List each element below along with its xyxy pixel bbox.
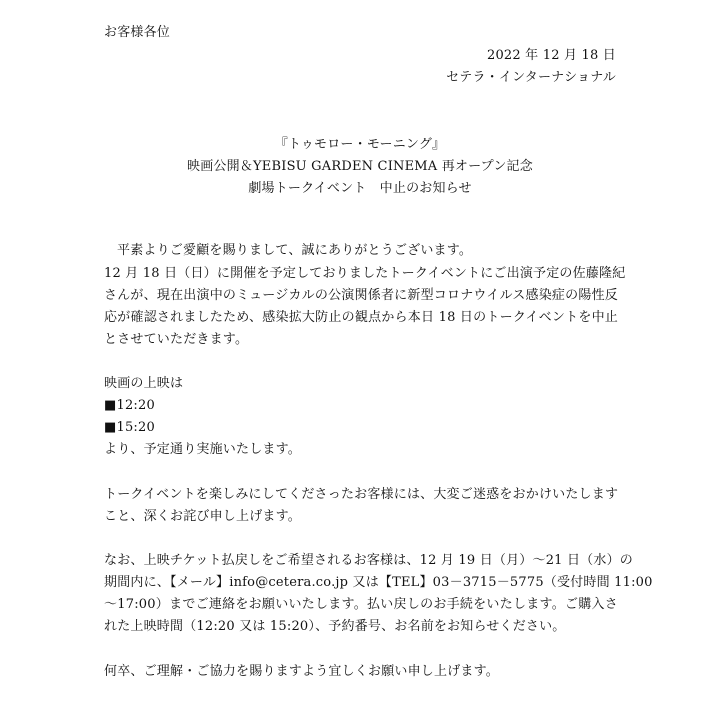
issue-date: 2022 年 12 月 18 日: [486, 48, 616, 63]
screening-time-2: ■15:20: [104, 420, 155, 435]
refund-line: れた上映時間（12:20 又は 15:20）、予約番号、お名前をお知らせください。: [104, 619, 566, 634]
paragraph-line: さんが、現在出演中のミュージカルの公演関係者に新型コロナウイルス感染症の陽性反: [104, 288, 618, 303]
greeting-line: 平素よりご愛顧を賜りまして、誠にありがとうございます。: [117, 243, 473, 258]
screening-note: より、予定通り実施いたします。: [104, 442, 301, 457]
paragraph-line: 応が確認されましたため、感染拡大防止の観点から本日 18 日のトークイベントを中止: [104, 310, 618, 325]
screening-time-1: ■12:20: [104, 398, 155, 413]
refund-line: なお、上映チケット払戻しをご希望されるお客様は、12 月 19 日（月）～21 日（水）の: [104, 553, 633, 568]
closing-line: 何卒、ご理解・ご協力を賜りますよう宜しくお願い申し上げます。: [104, 664, 499, 679]
apology-line: こと、深くお詫び申し上げます。: [104, 509, 301, 524]
addressee: お客様各位: [104, 25, 171, 40]
title-line-1: 『トゥモロー・モーニング』: [274, 137, 446, 152]
sender-name: セテラ・インターナショナル: [446, 70, 616, 85]
refund-line: ～17:00）までご連絡をお願いいたします。払い戻しのお手続をいたします。ご購入さ: [104, 597, 618, 612]
screening-heading: 映画の上映は: [104, 376, 184, 391]
apology-line: トークイベントを楽しみにしてくださったお客様には、大変ご迷惑をおかけいたします: [104, 487, 619, 502]
refund-line: 期間内に、【メール】info@cetera.co.jp 又は【TEL】03－3715－5775（受付時間 11:00: [104, 575, 653, 590]
title-line-3: 劇場トークイベント 中止のお知らせ: [248, 181, 472, 196]
paragraph-line: とさせていただきます。: [104, 332, 249, 347]
title-line-2: 映画公開＆YEBISU GARDEN CINEMA 再オープン記念: [187, 159, 533, 174]
paragraph-line: 12 月 18 日（日）に開催を予定しておりましたトークイベントにご出演予定の佐藤隆紀: [104, 266, 626, 281]
